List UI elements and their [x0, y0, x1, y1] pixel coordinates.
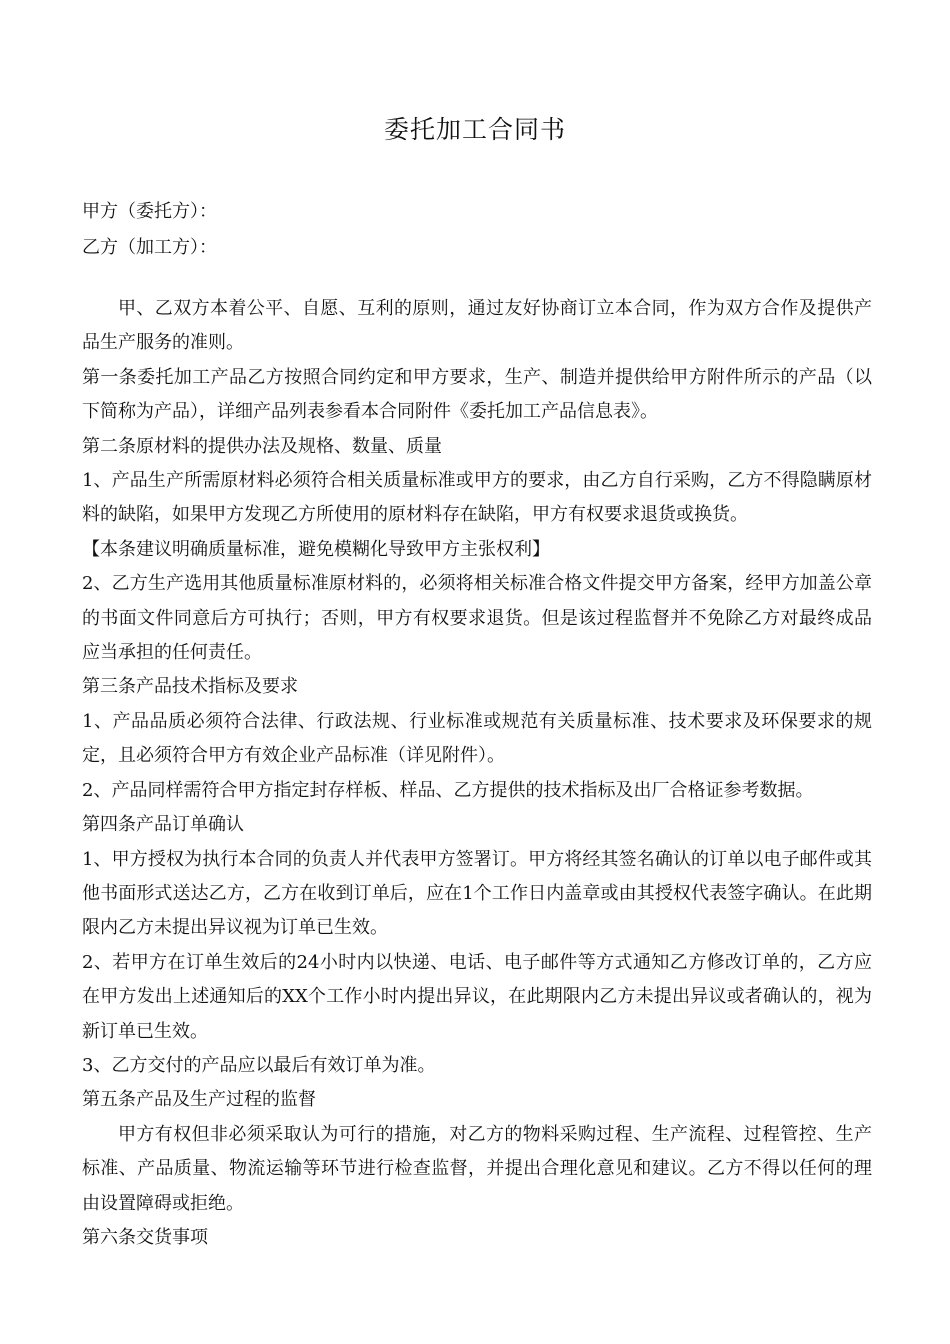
article-2-item-2: 2、乙方生产选用其他质量标准原材料的，必须将相关标准合格文件提交甲方备案，经甲方加盖公章的书面文件同意后方可执行；否则，甲方有权要求退货。但是该过程监督并不免除乙方对最终成品应当承担的任何责任。 — [82, 573, 872, 664]
article-4-heading: 第四条产品订单确认 — [82, 814, 244, 836]
party-block — [82, 194, 872, 266]
article-3-item-1: 1、产品品质必须符合法律、行政法规、行业标准或规范有关质量标准、技术要求及环保要求的规定，且必须符合甲方有效企业产品标准（详见附件）。 — [82, 710, 872, 767]
article-3-heading: 第三条产品技术指标及要求 — [82, 676, 298, 698]
article-2-note: 【本条建议明确质量标准，避免模糊化导致甲方主张权利】 — [82, 538, 550, 560]
party-a-line: 甲方（委托方）： — [82, 201, 217, 222]
article-3-item-2: 2、产品同样需符合甲方指定封存样板、样品、乙方提供的技术指标及出厂合格证参考数据。 — [82, 779, 814, 801]
contract-body — [82, 292, 872, 1255]
article-2-heading: 第二条原材料的提供办法及规格、数量、质量 — [82, 435, 442, 457]
article-2-item-1: 1、产品生产所需原材料必须符合相关质量标准或甲方的要求，由乙方自行采购，乙方不得隐瞒原材料的缺陷，如果甲方发现乙方所使用的原材料存在缺陷，甲方有权要求退货或换货。 — [82, 470, 872, 526]
party-b-line: 乙方（加工方）： — [82, 237, 217, 258]
preamble-paragraph: 甲、乙双方本着公平、自愿、互利的原则，通过友好协商订立本合同，作为双方合作及提供产品生产服务的准则。 — [82, 298, 872, 354]
article-4-item-3: 3、乙方交付的产品应以最后有效订单为准。 — [82, 1054, 436, 1076]
article-4-item-1: 1、甲方授权为执行本合同的负责人并代表甲方签署订。甲方将经其签名确认的订单以电子邮件或其他书面形式送达乙方，乙方在收到订单后，应在1个工作日内盖章或由其授权代表签字确认。在此期限内乙方未提出异议视为订单已生效。 — [82, 848, 872, 939]
article-1-paragraph: 第一条委托加工产品乙方按照合同约定和甲方要求，生产、制造并提供给甲方附件所示的产品（以下简称为产品），详细产品列表参看本合同附件《委托加工产品信息表》。 — [82, 366, 872, 423]
article-4-item-2: 2、若甲方在订单生效后的24小时内以快递、电话、电子邮件等方式通知乙方修改订单的，乙方应在甲方发出上述通知后的XX个工作小时内提出异议，在此期限内乙方未提出异议或者确认的，视为新订单已生效。 — [82, 951, 872, 1042]
article-5-heading: 第五条产品及生产过程的监督 — [82, 1089, 316, 1111]
article-5-paragraph: 甲方有权但非必须采取认为可行的措施，对乙方的物料采购过程、生产流程、过程管控、生产标准、产品质量、物流运输等环节进行检查监督，并提出合理化意见和建议。乙方不得以任何的理由设置障碍或拒绝。 — [82, 1123, 872, 1214]
article-6-heading: 第六条交货事项 — [82, 1226, 208, 1248]
document-title: 委托加工合同书 — [383, 115, 566, 144]
